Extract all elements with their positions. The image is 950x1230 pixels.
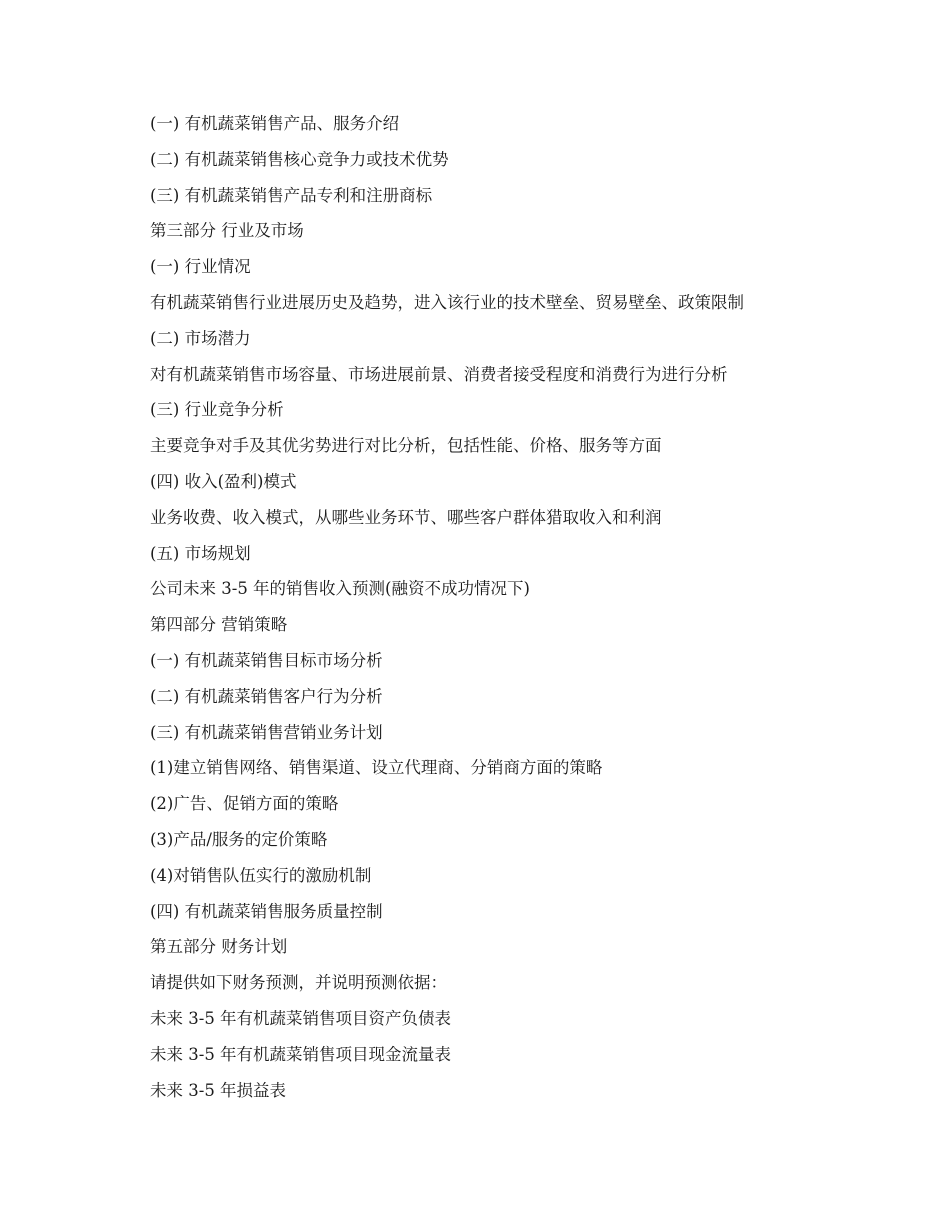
list-item-income-statement: 未来 3-5 年损益表	[150, 1080, 287, 1100]
section-item-product-intro: (一) 有机蔬菜销售产品、服务介绍	[150, 114, 400, 133]
paragraph-competitor-comparison: 主要竞争对手及其优劣势进行对比分析，包括性能、价格、服务等方面	[150, 436, 662, 456]
paragraph-financial-forecast-request: 请提供如下财务预测，并说明预测依据：	[150, 973, 447, 993]
list-item-sales-network: (1)建立销售网络、销售渠道、设立代理商、分销商方面的策略	[150, 758, 603, 778]
document-body	[150, 106, 850, 1108]
section-item-marketing-plan: (三) 有机蔬菜销售营销业务计划	[150, 722, 383, 742]
section-item-revenue-model: (四) 收入(盈利)模式	[150, 471, 297, 491]
section-item-customer-behavior: (二) 有机蔬菜销售客户行为分析	[150, 686, 383, 706]
section-item-industry-situation: (一) 行业情况	[150, 257, 251, 277]
paragraph-market-analysis: 对有机蔬菜销售市场容量、市场进展前景、消费者接受程度和消费行为进行分析	[150, 364, 728, 384]
list-item-advertising: (2)广告、促销方面的策略	[150, 794, 339, 814]
section-item-market-planning: (五) 市场规划	[150, 543, 251, 563]
list-item-cash-flow: 未来 3-5 年有机蔬菜销售项目现金流量表	[150, 1044, 452, 1064]
paragraph-sales-forecast: 公司未来 3-5 年的销售收入预测(融资不成功情况下)	[150, 579, 530, 599]
section-item-core-competitiveness: (二) 有机蔬菜销售核心竞争力或技术优势	[150, 149, 449, 169]
part-heading-marketing-strategy: 第四部分 营销策略	[150, 615, 288, 635]
section-item-quality-control: (四) 有机蔬菜销售服务质量控制	[150, 901, 383, 921]
section-item-market-potential: (二) 市场潜力	[150, 328, 251, 348]
section-item-competition-analysis: (三) 行业竞争分析	[150, 400, 284, 420]
list-item-incentives: (4)对销售队伍实行的激励机制	[150, 865, 372, 885]
list-item-balance-sheet: 未来 3-5 年有机蔬菜销售项目资产负债表	[150, 1008, 452, 1028]
list-item-pricing: (3)产品/服务的定价策略	[150, 829, 328, 849]
part-heading-financial-plan: 第五部分 财务计划	[150, 937, 288, 957]
paragraph-industry-history: 有机蔬菜销售行业进展历史及趋势，进入该行业的技术壁垒、贸易壁垒、政策限制	[150, 292, 744, 312]
section-item-target-market: (一) 有机蔬菜销售目标市场分析	[150, 650, 383, 670]
section-item-patents-trademarks: (三) 有机蔬菜销售产品专利和注册商标	[150, 185, 433, 205]
part-heading-industry-market: 第三部分 行业及市场	[150, 221, 304, 241]
paragraph-revenue-sources: 业务收费、收入模式，从哪些业务环节、哪些客户群体猎取收入和利润	[150, 507, 662, 527]
